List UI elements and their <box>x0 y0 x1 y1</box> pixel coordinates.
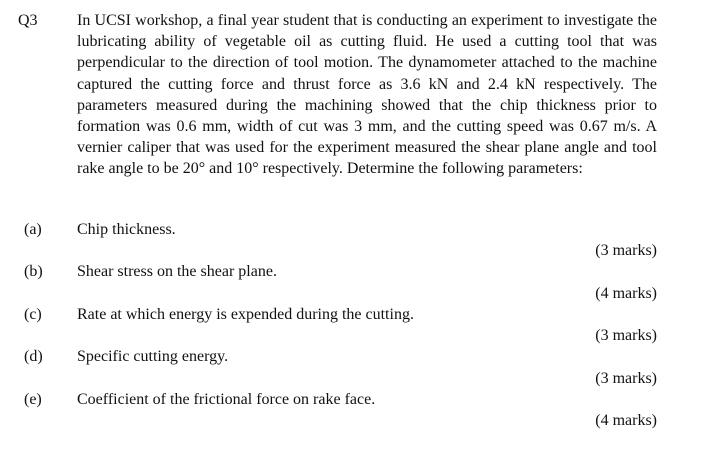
part-b-marks: (4 marks) <box>595 285 657 302</box>
part-c-marks: (3 marks) <box>595 327 657 344</box>
part-a-marks: (3 marks) <box>595 242 657 259</box>
part-b-text: Shear stress on the shear plane. <box>77 263 277 280</box>
part-c-label: (c) <box>24 306 42 323</box>
part-e-label: (e) <box>24 391 42 408</box>
part-e-marks: (4 marks) <box>595 412 657 429</box>
part-a-label: (a) <box>24 221 42 238</box>
part-d-marks: (3 marks) <box>595 370 657 387</box>
question-number: Q3 <box>18 12 38 29</box>
part-d-label: (d) <box>24 348 43 365</box>
part-c-text: Rate at which energy is expended during the cutting. <box>77 306 414 323</box>
part-e-text: Coefficient of the frictional force on rake face. <box>77 391 376 408</box>
part-b-label: (b) <box>24 263 43 280</box>
question-text: In UCSI workshop, a final year student that is conducting an experiment to investigate the lubricating ability of vegetable oil as cutting fluid. He used a cutting tool that was perpendicular to the direction of tool motion. The dynamometer attached to the machine captured the cutting force and thrust force as 3.6 kN and 2.4 kN respectively. The parameters measured during the machining showed that the chip thickness prior to formation was 0.6 mm, width of cut was 3 mm, and the cutting speed was 0.67 m/s. A vernier caliper that was used for the experiment measured the shear plane angle and tool rake angle to be 20° and 10° respectively. Determine the following parameters: <box>77 12 657 178</box>
part-d-text: Specific cutting energy. <box>77 348 229 365</box>
part-a-text: Chip thickness. <box>77 221 176 238</box>
